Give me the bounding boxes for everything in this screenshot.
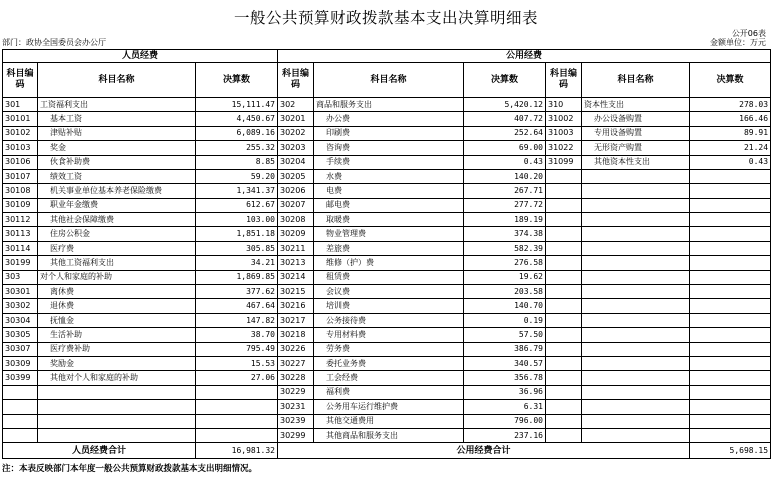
cell-code: 30229 xyxy=(278,385,314,399)
cell-name: 资本性支出 xyxy=(582,97,690,111)
cell-code xyxy=(546,241,582,255)
cell-name: 奖金 xyxy=(38,141,196,155)
cell-amount: 467.64 xyxy=(196,299,278,313)
cell-amount: 0.43 xyxy=(690,155,771,169)
cell-code xyxy=(546,169,582,183)
cell-code xyxy=(546,414,582,428)
cell-name: 水费 xyxy=(314,169,464,183)
cell-amount xyxy=(196,385,278,399)
cell-code xyxy=(546,184,582,198)
cell-amount: 252.64 xyxy=(464,126,546,140)
cell-amount: 27.06 xyxy=(196,371,278,385)
table-row xyxy=(3,328,771,342)
cell-name xyxy=(582,198,690,212)
cell-name: 退休费 xyxy=(38,299,196,313)
cell-code: 30216 xyxy=(278,299,314,313)
cell-amount xyxy=(690,342,771,356)
cell-amount: 203.58 xyxy=(464,285,546,299)
cell-code xyxy=(3,400,38,414)
table-row xyxy=(3,241,771,255)
cell-name xyxy=(38,385,196,399)
cell-name: 福利费 xyxy=(314,385,464,399)
cell-amount: 0.19 xyxy=(464,313,546,327)
table-row xyxy=(3,313,771,327)
cell-code: 31003 xyxy=(546,126,582,140)
cell-name: 差旅费 xyxy=(314,241,464,255)
cell-amount xyxy=(690,285,771,299)
cell-amount xyxy=(690,184,771,198)
cell-code xyxy=(546,299,582,313)
cell-code: 30112 xyxy=(3,213,38,227)
header-amount: 决算数 xyxy=(690,63,771,98)
cell-code xyxy=(546,428,582,442)
cell-code: 30211 xyxy=(278,241,314,255)
cell-amount xyxy=(690,313,771,327)
cell-amount: 1,869.85 xyxy=(196,270,278,284)
cell-code: 302 xyxy=(278,97,314,111)
cell-code: 30113 xyxy=(3,227,38,241)
cell-amount: 612.67 xyxy=(196,198,278,212)
cell-code: 30228 xyxy=(278,371,314,385)
cell-name: 职业年金缴费 xyxy=(38,198,196,212)
cell-code xyxy=(546,270,582,284)
cell-amount: 19.62 xyxy=(464,270,546,284)
cell-code xyxy=(546,285,582,299)
cell-name: 机关事业单位基本养老保险缴费 xyxy=(38,184,196,198)
cell-code: 30309 xyxy=(3,357,38,371)
header-code: 科目编码 xyxy=(546,63,582,98)
cell-name xyxy=(582,428,690,442)
cell-amount: 6.31 xyxy=(464,400,546,414)
cell-name: 其他对个人和家庭的补助 xyxy=(38,371,196,385)
cell-name xyxy=(582,241,690,255)
cell-code: 30226 xyxy=(278,342,314,356)
cell-amount: 34.21 xyxy=(196,256,278,270)
department-label: 部门：政协全国委员会办公厅 xyxy=(2,38,106,47)
cell-name: 无形资产购置 xyxy=(582,141,690,155)
cell-name: 咨询费 xyxy=(314,141,464,155)
cell-name: 专用设备购置 xyxy=(582,126,690,140)
cell-name: 手续费 xyxy=(314,155,464,169)
cell-code: 310 xyxy=(546,97,582,111)
cell-code: 30213 xyxy=(278,256,314,270)
header-name: 科目名称 xyxy=(314,63,464,98)
section-public: 公用经费 xyxy=(278,50,771,63)
cell-amount xyxy=(690,241,771,255)
cell-name xyxy=(582,169,690,183)
table-row xyxy=(3,213,771,227)
cell-code xyxy=(546,385,582,399)
cell-amount xyxy=(196,428,278,442)
expenditure-table xyxy=(2,49,771,459)
cell-code xyxy=(546,400,582,414)
cell-code: 31002 xyxy=(546,112,582,126)
cell-name: 会议费 xyxy=(314,285,464,299)
cell-amount xyxy=(690,299,771,313)
header-amount: 决算数 xyxy=(464,63,546,98)
public-total-label: 公用经费合计 xyxy=(278,443,690,459)
cell-amount: 69.00 xyxy=(464,141,546,155)
cell-code: 30101 xyxy=(3,112,38,126)
cell-name: 商品和服务支出 xyxy=(314,97,464,111)
cell-code xyxy=(546,313,582,327)
cell-name xyxy=(582,313,690,327)
cell-amount: 340.57 xyxy=(464,357,546,371)
cell-code: 30208 xyxy=(278,213,314,227)
cell-amount xyxy=(690,428,771,442)
totals-row xyxy=(3,443,771,459)
cell-code: 30109 xyxy=(3,198,38,212)
cell-amount: 38.70 xyxy=(196,328,278,342)
cell-amount: 1,341.37 xyxy=(196,184,278,198)
cell-amount: 377.62 xyxy=(196,285,278,299)
cell-name: 委托业务费 xyxy=(314,357,464,371)
cell-name: 电费 xyxy=(314,184,464,198)
cell-name xyxy=(582,357,690,371)
cell-amount xyxy=(690,213,771,227)
cell-amount xyxy=(196,400,278,414)
cell-code xyxy=(546,328,582,342)
cell-code: 30218 xyxy=(278,328,314,342)
cell-name: 劳务费 xyxy=(314,342,464,356)
cell-code xyxy=(3,414,38,428)
cell-amount: 4,450.67 xyxy=(196,112,278,126)
cell-code: 303 xyxy=(3,270,38,284)
section-personnel: 人员经费 xyxy=(3,50,278,63)
table-row xyxy=(3,428,771,442)
cell-code: 30203 xyxy=(278,141,314,155)
cell-amount: 407.72 xyxy=(464,112,546,126)
table-row xyxy=(3,256,771,270)
cell-code xyxy=(546,213,582,227)
cell-name: 专用材料费 xyxy=(314,328,464,342)
cell-name xyxy=(582,299,690,313)
table-row xyxy=(3,227,771,241)
cell-code: 30199 xyxy=(3,256,38,270)
cell-amount xyxy=(690,414,771,428)
cell-name: 奖励金 xyxy=(38,357,196,371)
cell-amount xyxy=(690,328,771,342)
cell-amount: 356.78 xyxy=(464,371,546,385)
cell-name: 基本工资 xyxy=(38,112,196,126)
public-total-value: 5,698.15 xyxy=(690,443,771,459)
cell-amount: 8.85 xyxy=(196,155,278,169)
cell-name: 其他商品和服务支出 xyxy=(314,428,464,442)
cell-amount: 21.24 xyxy=(690,141,771,155)
cell-amount xyxy=(690,400,771,414)
cell-code xyxy=(3,385,38,399)
cell-code: 30305 xyxy=(3,328,38,342)
cell-name: 工会经费 xyxy=(314,371,464,385)
cell-amount: 237.16 xyxy=(464,428,546,442)
cell-code xyxy=(546,256,582,270)
cell-name: 抚恤金 xyxy=(38,313,196,327)
cell-name: 办公设备购置 xyxy=(582,112,690,126)
cell-code: 30231 xyxy=(278,400,314,414)
cell-code: 30107 xyxy=(3,169,38,183)
cell-code xyxy=(546,227,582,241)
cell-name: 生活补助 xyxy=(38,328,196,342)
header-amount: 决算数 xyxy=(196,63,278,98)
cell-amount: 796.00 xyxy=(464,414,546,428)
cell-code: 31022 xyxy=(546,141,582,155)
cell-code: 30202 xyxy=(278,126,314,140)
header-code: 科目编码 xyxy=(3,63,38,98)
cell-code: 30214 xyxy=(278,270,314,284)
cell-name: 津贴补贴 xyxy=(38,126,196,140)
table-row xyxy=(3,414,771,428)
cell-name: 公务用车运行维护费 xyxy=(314,400,464,414)
cell-code: 30209 xyxy=(278,227,314,241)
table-row xyxy=(3,112,771,126)
cell-code: 30302 xyxy=(3,299,38,313)
cell-code: 30108 xyxy=(3,184,38,198)
cell-amount: 166.46 xyxy=(690,112,771,126)
cell-name xyxy=(582,371,690,385)
table-row xyxy=(3,285,771,299)
cell-amount: 267.71 xyxy=(464,184,546,198)
cell-name: 医疗费补助 xyxy=(38,342,196,356)
cell-amount xyxy=(690,385,771,399)
cell-code xyxy=(546,357,582,371)
cell-amount: 305.85 xyxy=(196,241,278,255)
cell-amount xyxy=(690,198,771,212)
cell-name: 办公费 xyxy=(314,112,464,126)
cell-name xyxy=(582,342,690,356)
personnel-total-value: 16,981.32 xyxy=(196,443,278,459)
cell-name: 工资福利支出 xyxy=(38,97,196,111)
cell-name: 租赁费 xyxy=(314,270,464,284)
cell-amount: 278.03 xyxy=(690,97,771,111)
cell-code: 30106 xyxy=(3,155,38,169)
cell-amount xyxy=(690,256,771,270)
cell-name: 医疗费 xyxy=(38,241,196,255)
table-row xyxy=(3,97,771,111)
cell-name xyxy=(582,400,690,414)
cell-code: 30239 xyxy=(278,414,314,428)
cell-code: 30206 xyxy=(278,184,314,198)
cell-name xyxy=(38,414,196,428)
cell-code: 30215 xyxy=(278,285,314,299)
table-row xyxy=(3,371,771,385)
cell-code: 30204 xyxy=(278,155,314,169)
personnel-total-label: 人员经费合计 xyxy=(3,443,196,459)
cell-name xyxy=(582,385,690,399)
cell-amount: 1,851.18 xyxy=(196,227,278,241)
cell-amount: 374.38 xyxy=(464,227,546,241)
cell-amount: 36.96 xyxy=(464,385,546,399)
cell-code: 30399 xyxy=(3,371,38,385)
cell-name xyxy=(582,414,690,428)
cell-name xyxy=(582,227,690,241)
cell-amount: 795.49 xyxy=(196,342,278,356)
cell-name: 公务接待费 xyxy=(314,313,464,327)
cell-name xyxy=(582,256,690,270)
cell-name xyxy=(582,270,690,284)
cell-name xyxy=(582,213,690,227)
table-row xyxy=(3,385,771,399)
cell-name: 邮电费 xyxy=(314,198,464,212)
cell-amount: 0.43 xyxy=(464,155,546,169)
cell-amount: 5,420.12 xyxy=(464,97,546,111)
cell-name xyxy=(38,400,196,414)
cell-code: 30102 xyxy=(3,126,38,140)
cell-code: 30201 xyxy=(278,112,314,126)
cell-name: 其他资本性支出 xyxy=(582,155,690,169)
cell-amount: 582.39 xyxy=(464,241,546,255)
cell-code: 30227 xyxy=(278,357,314,371)
cell-code xyxy=(546,198,582,212)
cell-name: 其他交通费用 xyxy=(314,414,464,428)
table-row xyxy=(3,184,771,198)
header-code: 科目编码 xyxy=(278,63,314,98)
cell-amount: 59.20 xyxy=(196,169,278,183)
cell-amount: 147.82 xyxy=(196,313,278,327)
cell-name: 伙食补助费 xyxy=(38,155,196,169)
cell-code: 30217 xyxy=(278,313,314,327)
table-row xyxy=(3,155,771,169)
cell-amount: 57.50 xyxy=(464,328,546,342)
cell-amount: 15.53 xyxy=(196,357,278,371)
cell-name xyxy=(582,328,690,342)
cell-name: 其他工资福利支出 xyxy=(38,256,196,270)
cell-code: 30207 xyxy=(278,198,314,212)
header-name: 科目名称 xyxy=(38,63,196,98)
cell-amount xyxy=(690,357,771,371)
table-row xyxy=(3,270,771,284)
cell-name xyxy=(582,184,690,198)
cell-amount: 277.72 xyxy=(464,198,546,212)
cell-amount xyxy=(690,371,771,385)
cell-name xyxy=(582,285,690,299)
table-row xyxy=(3,169,771,183)
cell-amount xyxy=(690,169,771,183)
cell-amount xyxy=(196,414,278,428)
table-row xyxy=(3,357,771,371)
footnote: 注：本表反映部门本年度一般公共预算财政拨款基本支出明细情况。 xyxy=(2,464,258,474)
table-row xyxy=(3,198,771,212)
cell-amount xyxy=(690,270,771,284)
table-row xyxy=(3,400,771,414)
cell-code: 30205 xyxy=(278,169,314,183)
cell-code xyxy=(3,428,38,442)
cell-code: 31099 xyxy=(546,155,582,169)
cell-code: 30103 xyxy=(3,141,38,155)
cell-amount: 140.20 xyxy=(464,169,546,183)
cell-name: 绩效工资 xyxy=(38,169,196,183)
cell-amount xyxy=(690,227,771,241)
cell-name: 维修（护）费 xyxy=(314,256,464,270)
cell-code: 30114 xyxy=(3,241,38,255)
cell-code: 30301 xyxy=(3,285,38,299)
cell-name: 物业管理费 xyxy=(314,227,464,241)
form-code: 公开06表 xyxy=(731,29,766,38)
cell-code: 30299 xyxy=(278,428,314,442)
cell-code: 30304 xyxy=(3,313,38,327)
page-title: 一般公共预算财政拨款基本支出决算明细表 xyxy=(233,9,538,27)
cell-name: 离休费 xyxy=(38,285,196,299)
cell-code: 301 xyxy=(3,97,38,111)
cell-name: 印刷费 xyxy=(314,126,464,140)
unit-label: 金额单位：万元 xyxy=(710,38,766,47)
header-name: 科目名称 xyxy=(582,63,690,98)
cell-name: 其他社会保障缴费 xyxy=(38,213,196,227)
cell-amount: 89.91 xyxy=(690,126,771,140)
table-row xyxy=(3,141,771,155)
cell-amount: 103.00 xyxy=(196,213,278,227)
cell-amount: 276.58 xyxy=(464,256,546,270)
cell-code: 30307 xyxy=(3,342,38,356)
cell-name: 培训费 xyxy=(314,299,464,313)
table-row xyxy=(3,342,771,356)
cell-amount: 255.32 xyxy=(196,141,278,155)
cell-name: 对个人和家庭的补助 xyxy=(38,270,196,284)
cell-amount: 6,089.16 xyxy=(196,126,278,140)
cell-amount: 15,111.47 xyxy=(196,97,278,111)
cell-code xyxy=(546,342,582,356)
cell-amount: 189.19 xyxy=(464,213,546,227)
cell-name xyxy=(38,428,196,442)
cell-name: 住房公积金 xyxy=(38,227,196,241)
table-row xyxy=(3,299,771,313)
cell-code xyxy=(546,371,582,385)
cell-amount: 386.79 xyxy=(464,342,546,356)
cell-amount: 140.70 xyxy=(464,299,546,313)
cell-name: 取暖费 xyxy=(314,213,464,227)
table-row xyxy=(3,126,771,140)
